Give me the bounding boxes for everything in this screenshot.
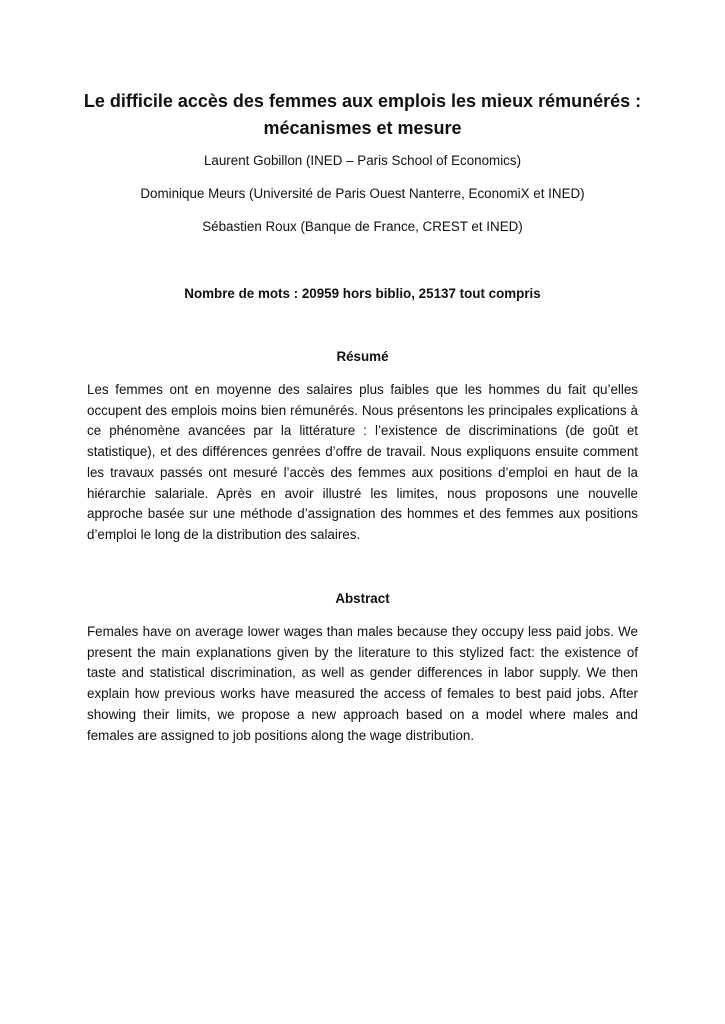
abstract-line: taste and statistical discrimination, as well as gender differences in labor supply. We then — [87, 665, 638, 681]
resume-line: statistique), et des différences genrées d’offre de travail. Nous expliquons ensuite comment — [87, 444, 638, 460]
resume-line: Les femmes ont en moyenne des salaires plus faibles que les hommes du fait qu’elles — [87, 382, 638, 397]
paper-title-line-1: Le difficile accès des femmes aux emplois les mieux rémunérés : — [83, 91, 642, 111]
resume-line: d’emploi le long de la distribution des salaires. — [87, 526, 361, 542]
author-gobillon: Laurent Gobillon (INED – Paris School of Economics) — [203, 153, 522, 168]
paper-title — [60, 88, 665, 142]
abstract-line: present the main explanations given by the literature to this stylized fact: the existence of — [87, 644, 638, 660]
resume-line: les travaux passés ont mesuré l’accès des femmes aux positions d’emploi en haut de la — [87, 464, 638, 480]
resume-line: approche basée sur une méthode d’assignation des hommes et des femmes aux positions — [87, 506, 638, 522]
author-meurs: Dominique Meurs (Université de Paris Ouest Nanterre, EconomiX et INED) — [140, 186, 585, 201]
paper-title-line-2: mécanismes et mesure — [263, 118, 462, 138]
word-count: Nombre de mots : 20959 hors biblio, 25137 tout compris — [184, 286, 541, 301]
resume-heading: Résumé — [336, 349, 389, 364]
abstract-heading: Abstract — [335, 591, 390, 606]
resume-line: ce phénomène avancées par la littérature : l’existence de discriminations (de goût et — [87, 423, 638, 439]
abstract-line: explain how previous works have measured the access of females to best paid jobs. After — [87, 686, 638, 702]
abstract-line: Females have on average lower wages than males because they occupy less paid jobs. We — [87, 624, 638, 639]
resume-paragraph — [87, 380, 638, 546]
author-roux: Sébastien Roux (Banque de France, CREST et INED) — [202, 219, 523, 234]
abstract-paragraph — [87, 622, 638, 746]
abstract-line: showing their limits, we propose a new approach based on a model where males and — [87, 706, 638, 722]
resume-line: occupent des emplois moins bien rémunérés. Nous présentons les principales explications à — [87, 402, 638, 418]
abstract-line: females are assigned to job positions along the wage distribution. — [87, 727, 475, 743]
resume-line: hiérarchie salariale. Après en avoir illustré les limites, nous proposons une nouvelle — [87, 485, 638, 501]
